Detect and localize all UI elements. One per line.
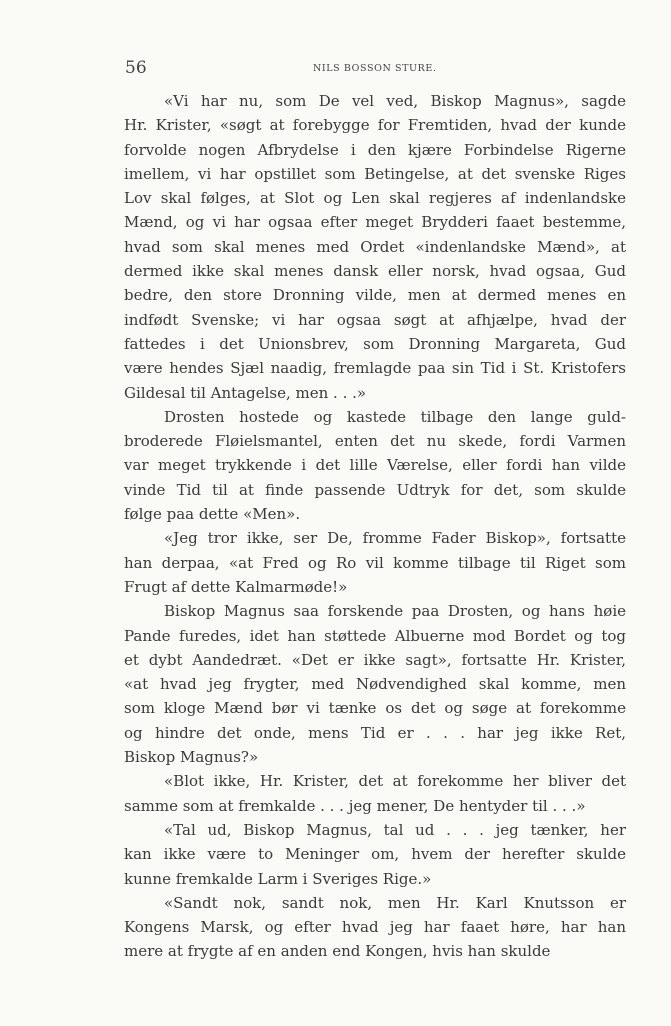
paragraph bbox=[124, 769, 626, 818]
text-line: «Tal ud, Biskop Magnus, tal ud . . . jeg tænker, her bbox=[164, 820, 626, 839]
text-line: vinde Tid til at finde passende Udtryk for det, som skulde bbox=[124, 480, 626, 499]
text-line: indfødt Svenske; vi har ogsaa søgt at afhjælpe, hvad der bbox=[124, 310, 626, 329]
text-line: Frugt af dette Kalmarmøde!» bbox=[124, 577, 348, 596]
text-line: «Jeg tror ikke, ser De, fromme Fader Biskop», fortsatte bbox=[164, 529, 626, 548]
text-line: «Sandt nok, sandt nok, men Hr. Karl Knutsson er bbox=[164, 893, 626, 912]
text-line: være hendes Sjæl naadig, fremlagde paa sin Tid i St. Kristofers bbox=[124, 359, 626, 378]
text-line: han derpaa, «at Fred og Ro vil komme tilbage til Riget som bbox=[124, 553, 626, 572]
paragraph bbox=[124, 818, 626, 891]
text-line: samme som at fremkalde . . . jeg mener, De hentyder til . . .» bbox=[124, 796, 586, 815]
text-line: Hr. Krister, «søgt at forebygge for Fremtiden, hvad der kunde bbox=[124, 116, 626, 135]
page-number: 56 bbox=[125, 58, 147, 78]
paragraph bbox=[124, 599, 626, 769]
paragraph bbox=[124, 891, 626, 964]
text-line: dermed ikke skal menes dansk eller norsk, hvad ogsaa, Gud bbox=[124, 262, 626, 281]
text-line: Biskop Magnus?» bbox=[124, 748, 259, 767]
paragraph bbox=[124, 405, 626, 526]
text-line: mere at frygte af en anden end Kongen, hvis han skulde bbox=[124, 942, 551, 961]
text-line: Gildesal til Antagelse, men . . .» bbox=[124, 383, 367, 402]
text-line: hvad som skal menes med Ordet «indenlandske Mænd», at bbox=[124, 237, 626, 256]
text-line: «Vi har nu, som De vel ved, Biskop Magnus», sagde bbox=[164, 92, 626, 110]
text-line: og hindre det onde, mens Tid er . . . har jeg ikke Ret, bbox=[124, 723, 626, 742]
text-line: «Blot ikke, Hr. Krister, det at forekomme her bliver det bbox=[164, 772, 626, 791]
text-line: kunne fremkalde Larm i Sveriges Rige.» bbox=[124, 869, 432, 888]
text-line: broderede Fløielsmantel, enten det nu skede, fordi Varmen bbox=[124, 432, 626, 451]
text-line: kan ikke være to Meninger om, hvem der herefter skulde bbox=[124, 845, 626, 864]
text-line: «at hvad jeg frygter, med Nødvendighed skal komme, men bbox=[124, 675, 626, 694]
text-line: følge paa dette «Men». bbox=[124, 505, 301, 524]
text-line: imellem, vi har opstillet som Betingelse, at det svenske Riges bbox=[124, 164, 626, 183]
text-line: bedre, den store Dronning vilde, men at dermed menes en bbox=[124, 286, 626, 305]
page-header bbox=[125, 58, 625, 78]
paragraph bbox=[124, 526, 626, 599]
text-line: Kongens Marsk, og efter hvad jeg har faaet høre, har han bbox=[124, 918, 626, 937]
body-text bbox=[124, 89, 626, 964]
text-line: Drosten hostede og kastede tilbage den lange guld- bbox=[164, 407, 626, 426]
text-line: Biskop Magnus saa forskende paa Drosten, og hans høie bbox=[164, 602, 626, 621]
text-line: Mænd, og vi har ogsaa efter meget Brydderi faaet bestemme, bbox=[124, 213, 626, 232]
text-line: fattedes i det Unionsbrev, som Dronning Margareta, Gud bbox=[124, 334, 626, 353]
text-line: var meget trykkende i det lille Værelse, eller fordi han vilde bbox=[124, 456, 626, 475]
text-line: som kloge Mænd bør vi tænke os det og søge at forekomme bbox=[124, 699, 626, 718]
running-title: NILS BOSSON STURE. bbox=[313, 63, 437, 74]
text-line: Lov skal følges, at Slot og Len skal regjeres af indenlandske bbox=[124, 189, 626, 208]
text-line: Pande furedes, idet han støttede Albuerne mod Bordet og tog bbox=[124, 626, 626, 645]
text-line: et dybt Aandedræt. «Det er ikke sagt», fortsatte Hr. Krister, bbox=[124, 650, 626, 669]
paragraph bbox=[124, 89, 626, 405]
text-line: forvolde nogen Afbrydelse i den kjære Forbindelse Rigerne bbox=[124, 140, 626, 159]
